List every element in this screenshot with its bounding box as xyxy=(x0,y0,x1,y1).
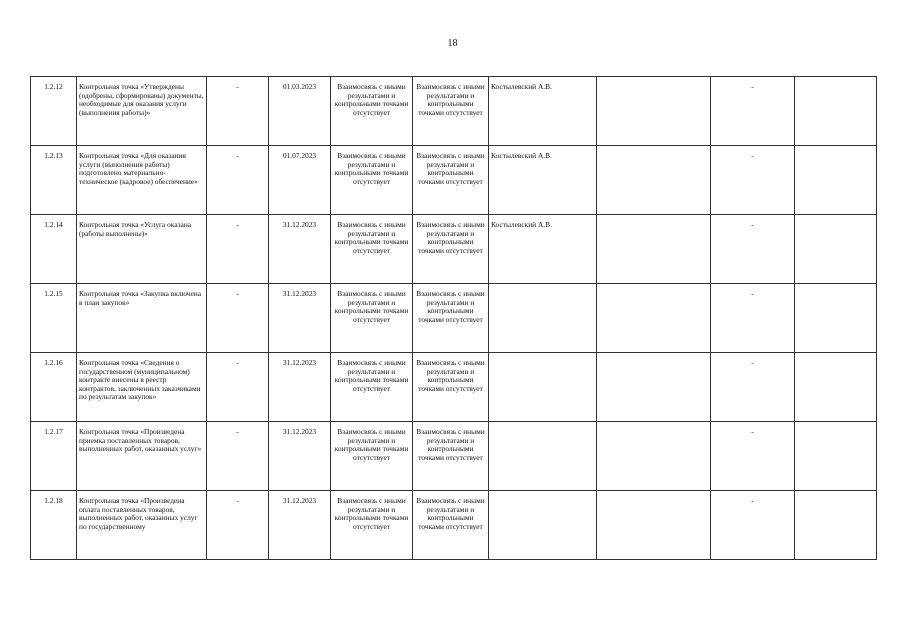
responsible-person: Костылевский А.В. xyxy=(489,146,597,215)
page-number: 18 xyxy=(447,38,458,49)
control-point-name: Контрольная точка «Утверждены (одобрены, сформированы) документы, необходимые для оказания услуги (выполнения работы)» xyxy=(77,77,207,146)
row-number: 1.2.12 xyxy=(31,77,77,146)
base-value-cell: - xyxy=(207,422,269,491)
next-links-cell: Взаимосвязь с иными результатами и контрольными точками отсутствует xyxy=(413,284,489,353)
responsible-person xyxy=(489,491,597,560)
row-number: 1.2.15 xyxy=(31,284,77,353)
control-point-name: Контрольная точка «Закупка включена в план закупок» xyxy=(77,284,207,353)
extra-cell xyxy=(795,284,877,353)
control-point-name: Контрольная точка «Для оказания услуги (выполнения работы) подготовлено материально-техническое (кадровое) обеспечение» xyxy=(77,146,207,215)
table-row xyxy=(31,491,877,560)
control-point-name: Контрольная точка «Произведена оплата поставленных товаров, выполненных работ, оказанных услуг по государственному xyxy=(77,491,207,560)
status-cell: - xyxy=(711,422,795,491)
document-cell xyxy=(597,284,711,353)
deadline-date: 31.12.2023 xyxy=(269,422,331,491)
table-row xyxy=(31,215,877,284)
table-row xyxy=(31,353,877,422)
document-cell xyxy=(597,77,711,146)
status-cell: - xyxy=(711,77,795,146)
row-number: 1.2.18 xyxy=(31,491,77,560)
previous-links-cell: Взаимосвязь с иными результатами и контрольными точками отсутствует xyxy=(331,146,413,215)
document-cell xyxy=(597,491,711,560)
deadline-date: 31.12.2023 xyxy=(269,491,331,560)
status-cell: - xyxy=(711,215,795,284)
previous-links-cell: Взаимосвязь с иными результатами и контрольными точками отсутствует xyxy=(331,422,413,491)
next-links-cell: Взаимосвязь с иными результатами и контрольными точками отсутствует xyxy=(413,353,489,422)
row-number: 1.2.14 xyxy=(31,215,77,284)
next-links-cell: Взаимосвязь с иными результатами и контрольными точками отсутствует xyxy=(413,215,489,284)
table-row xyxy=(31,77,877,146)
deadline-date: 01.07.2023 xyxy=(269,146,331,215)
extra-cell xyxy=(795,146,877,215)
deadline-date: 31.12.2023 xyxy=(269,215,331,284)
document-cell xyxy=(597,215,711,284)
next-links-cell: Взаимосвязь с иными результатами и контрольными точками отсутствует xyxy=(413,146,489,215)
next-links-cell: Взаимосвязь с иными результатами и контрольными точками отсутствует xyxy=(413,491,489,560)
row-number: 1.2.16 xyxy=(31,353,77,422)
extra-cell xyxy=(795,491,877,560)
control-points-table xyxy=(30,76,877,560)
base-value-cell: - xyxy=(207,215,269,284)
base-value-cell: - xyxy=(207,491,269,560)
deadline-date: 31.12.2023 xyxy=(269,353,331,422)
row-number: 1.2.17 xyxy=(31,422,77,491)
status-cell: - xyxy=(711,353,795,422)
next-links-cell: Взаимосвязь с иными результатами и контрольными точками отсутствует xyxy=(413,422,489,491)
status-cell: - xyxy=(711,146,795,215)
extra-cell xyxy=(795,422,877,491)
table-body xyxy=(31,77,877,560)
previous-links-cell: Взаимосвязь с иными результатами и контрольными точками отсутствует xyxy=(331,284,413,353)
deadline-date: 31.12.2023 xyxy=(269,284,331,353)
responsible-person xyxy=(489,284,597,353)
base-value-cell: - xyxy=(207,77,269,146)
responsible-person: Костылевский А.В. xyxy=(489,215,597,284)
base-value-cell: - xyxy=(207,353,269,422)
row-number: 1.2.13 xyxy=(31,146,77,215)
next-links-cell: Взаимосвязь с иными результатами и контрольными точками отсутствует xyxy=(413,77,489,146)
document-cell xyxy=(597,146,711,215)
previous-links-cell: Взаимосвязь с иными результатами и контрольными точками отсутствует xyxy=(331,353,413,422)
table-row xyxy=(31,422,877,491)
base-value-cell: - xyxy=(207,146,269,215)
previous-links-cell: Взаимосвязь с иными результатами и контрольными точками отсутствует xyxy=(331,77,413,146)
responsible-person xyxy=(489,353,597,422)
status-cell: - xyxy=(711,284,795,353)
previous-links-cell: Взаимосвязь с иными результатами и контрольными точками отсутствует xyxy=(331,215,413,284)
control-point-name: Контрольная точка «Услуга оказана (работы выполнены)» xyxy=(77,215,207,284)
status-cell: - xyxy=(711,491,795,560)
extra-cell xyxy=(795,77,877,146)
deadline-date: 01.03.2023 xyxy=(269,77,331,146)
table-row xyxy=(31,146,877,215)
extra-cell xyxy=(795,215,877,284)
responsible-person: Костылевский А.В. xyxy=(489,77,597,146)
extra-cell xyxy=(795,353,877,422)
document-cell xyxy=(597,353,711,422)
control-point-name: Контрольная точка «Произведена приемка поставленных товаров, выполненных работ, оказанных услуг» xyxy=(77,422,207,491)
responsible-person xyxy=(489,422,597,491)
previous-links-cell: Взаимосвязь с иными результатами и контрольными точками отсутствует xyxy=(331,491,413,560)
document-cell xyxy=(597,422,711,491)
table-row xyxy=(31,284,877,353)
base-value-cell: - xyxy=(207,284,269,353)
control-point-name: Контрольная точка «Сведения о государственном (муниципальном) контракте внесены в реестр контрактов, заключенных заказчиками по результатам закупок» xyxy=(77,353,207,422)
